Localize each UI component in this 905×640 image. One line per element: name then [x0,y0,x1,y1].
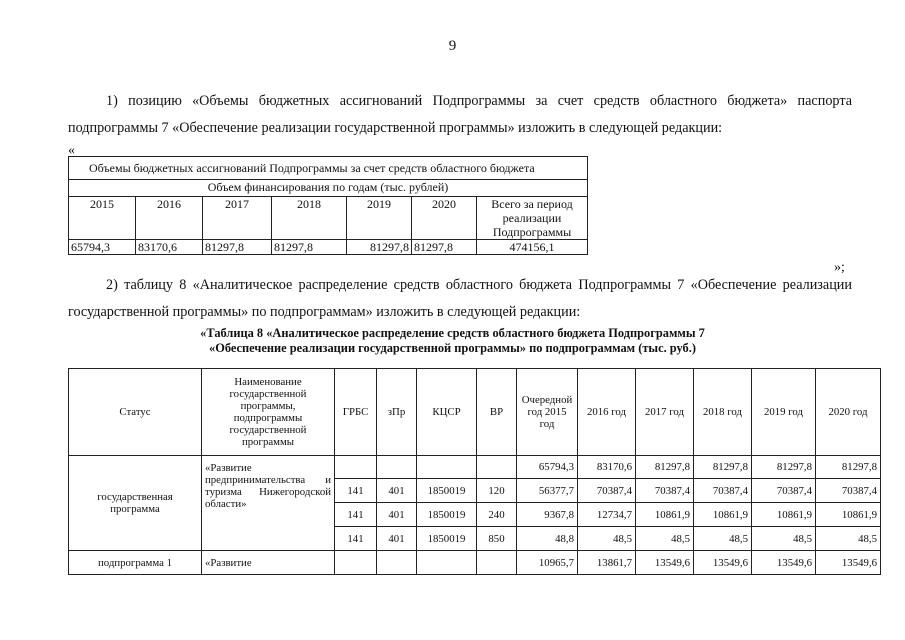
header-2015-line: год [539,418,555,430]
table1-total-value: 474156,1 [477,240,588,255]
table-cell: 48,5 [816,527,881,551]
table-cell: 81297,8 [816,456,881,479]
table-cell: 70387,4 [816,479,881,503]
header-name-line: Наименование [234,376,302,388]
table-cell: 70387,4 [694,479,752,503]
table1-year-2017: 2017 [203,197,272,240]
table-cell: 141 [335,503,377,527]
table-cell: 13549,6 [816,551,881,575]
table1-header: Объемы бюджетных ассигнований Подпрограммы за счет средств областного бюджета [69,157,588,180]
table-cell: 13549,6 [694,551,752,575]
header-status: Статус [69,369,202,456]
table1-subheader: Объем финансирования по годам (тыс. рублей) [69,180,588,197]
header-2019: 2019 год [752,369,816,456]
header-2020: 2020 год [816,369,881,456]
header-2015 [517,369,578,456]
caption-line-1: «Таблица 8 «Аналитическое распределение средств областного бюджета Подпрограммы 7 [200,326,705,340]
table-cell: 10861,9 [752,503,816,527]
header-name-line: государственной [229,424,307,436]
table-cell [377,456,417,479]
table-cell: 70387,4 [636,479,694,503]
table-cell: 1850019 [417,527,477,551]
program-name-line: предпринимательства и [205,474,331,486]
table-cell: 13861,7 [578,551,636,575]
table-cell: 10861,9 [694,503,752,527]
table-cell: 81297,8 [694,456,752,479]
table1-value-2016: 83170,6 [136,240,203,255]
table-cell: 83170,6 [578,456,636,479]
table-cell: 240 [477,503,517,527]
table-cell: 10861,9 [636,503,694,527]
table-cell: 401 [377,527,417,551]
table-cell: 48,5 [636,527,694,551]
paragraph-2: 2) таблицу 8 «Аналитическое распределение средств областного бюджета Подпрограммы 7 «Обеспечение реализации государственной программы» по подпрограммам» изложить в следующей редакции: [68,277,852,320]
header-name-line: государственной [229,388,307,400]
header-2017: 2017 год [636,369,694,456]
table-cell [417,456,477,479]
table-cell: 48,5 [752,527,816,551]
header-name-line: программы, [240,400,296,412]
table-cell [335,551,377,575]
table-cell: 9367,8 [517,503,578,527]
table-cell [335,456,377,479]
header-2018: 2018 год [694,369,752,456]
table-cell: 81297,8 [636,456,694,479]
table-cell: 120 [477,479,517,503]
table-cell [477,551,517,575]
table1-value-2017: 81297,8 [203,240,272,255]
program-status-cell [69,456,202,551]
table1-value-2018: 81297,8 [272,240,347,255]
header-kcsr: КЦСР [417,369,477,456]
program-status-line: программа [110,503,160,515]
total-header-line: Подпрограммы [492,225,572,239]
caption-line-2: «Обеспечение реализации государственной программы» по подпрограммам (тыс. руб.) [209,341,696,355]
budget-allocation-table [68,156,588,255]
table-cell: 401 [377,479,417,503]
table-cell: 12734,7 [578,503,636,527]
table-cell: 48,5 [578,527,636,551]
opening-quote: « [68,143,75,158]
program-name-cell [202,456,335,551]
subprogram-status-cell: подпрограмма 1 [69,551,202,575]
program-name-line: области» [205,498,247,510]
table1-year-2018: 2018 [272,197,347,240]
table-cell: 13549,6 [752,551,816,575]
table-cell: 10965,7 [517,551,578,575]
table-cell: 10861,9 [816,503,881,527]
table-cell: 70387,4 [578,479,636,503]
table1-total-header [477,197,588,240]
table-cell: 850 [477,527,517,551]
program-name-line: туризма Нижегородской [205,486,331,498]
total-header-line: Всего за период [491,197,573,211]
header-name-line: программы [241,436,295,448]
program-name-line: «Развитие [205,462,252,474]
table-cell: 48,8 [517,527,578,551]
table1-value-2015: 65794,3 [69,240,136,255]
header-2015-line: Очередной [521,394,573,406]
table-cell: 1850019 [417,503,477,527]
table-cell [477,456,517,479]
header-2015-line: год 2015 [527,406,567,418]
page-number: 9 [448,38,457,54]
table-cell [417,551,477,575]
header-zpr: зПр [377,369,417,456]
table-cell: 141 [335,527,377,551]
table-cell: 401 [377,503,417,527]
table-cell: 81297,8 [752,456,816,479]
total-header-line: реализации [502,211,562,225]
program-status-line: государственная [97,491,173,503]
table1-value-2019: 81297,8 [347,240,412,255]
analytic-distribution-table [68,368,881,575]
table-cell: 1850019 [417,479,477,503]
subprogram-name-cell: «Развитие [202,551,335,575]
header-name [202,369,335,456]
header-name-line: подпрограммы [233,412,303,424]
table-cell: 48,5 [694,527,752,551]
closing-quote: »; [834,260,845,275]
table-caption [0,326,905,356]
table1-year-2020: 2020 [412,197,477,240]
table-cell: 65794,3 [517,456,578,479]
table-cell: 13549,6 [636,551,694,575]
table1-year-2016: 2016 [136,197,203,240]
paragraph-1: 1) позицию «Объемы бюджетных ассигнований Подпрограммы за счет средств областного бюджета» паспорта подпрограммы 7 «Обеспечение реализации государственной программы» изложить в следующей редакции: [68,93,852,136]
table1-year-2015: 2015 [69,197,136,240]
table-cell: 56377,7 [517,479,578,503]
table-cell [377,551,417,575]
header-vr: ВР [477,369,517,456]
header-grbs: ГРБС [335,369,377,456]
table-cell: 70387,4 [752,479,816,503]
table1-value-2020: 81297,8 [412,240,477,255]
table-cell: 141 [335,479,377,503]
table1-year-2019: 2019 [347,197,412,240]
header-2016: 2016 год [578,369,636,456]
